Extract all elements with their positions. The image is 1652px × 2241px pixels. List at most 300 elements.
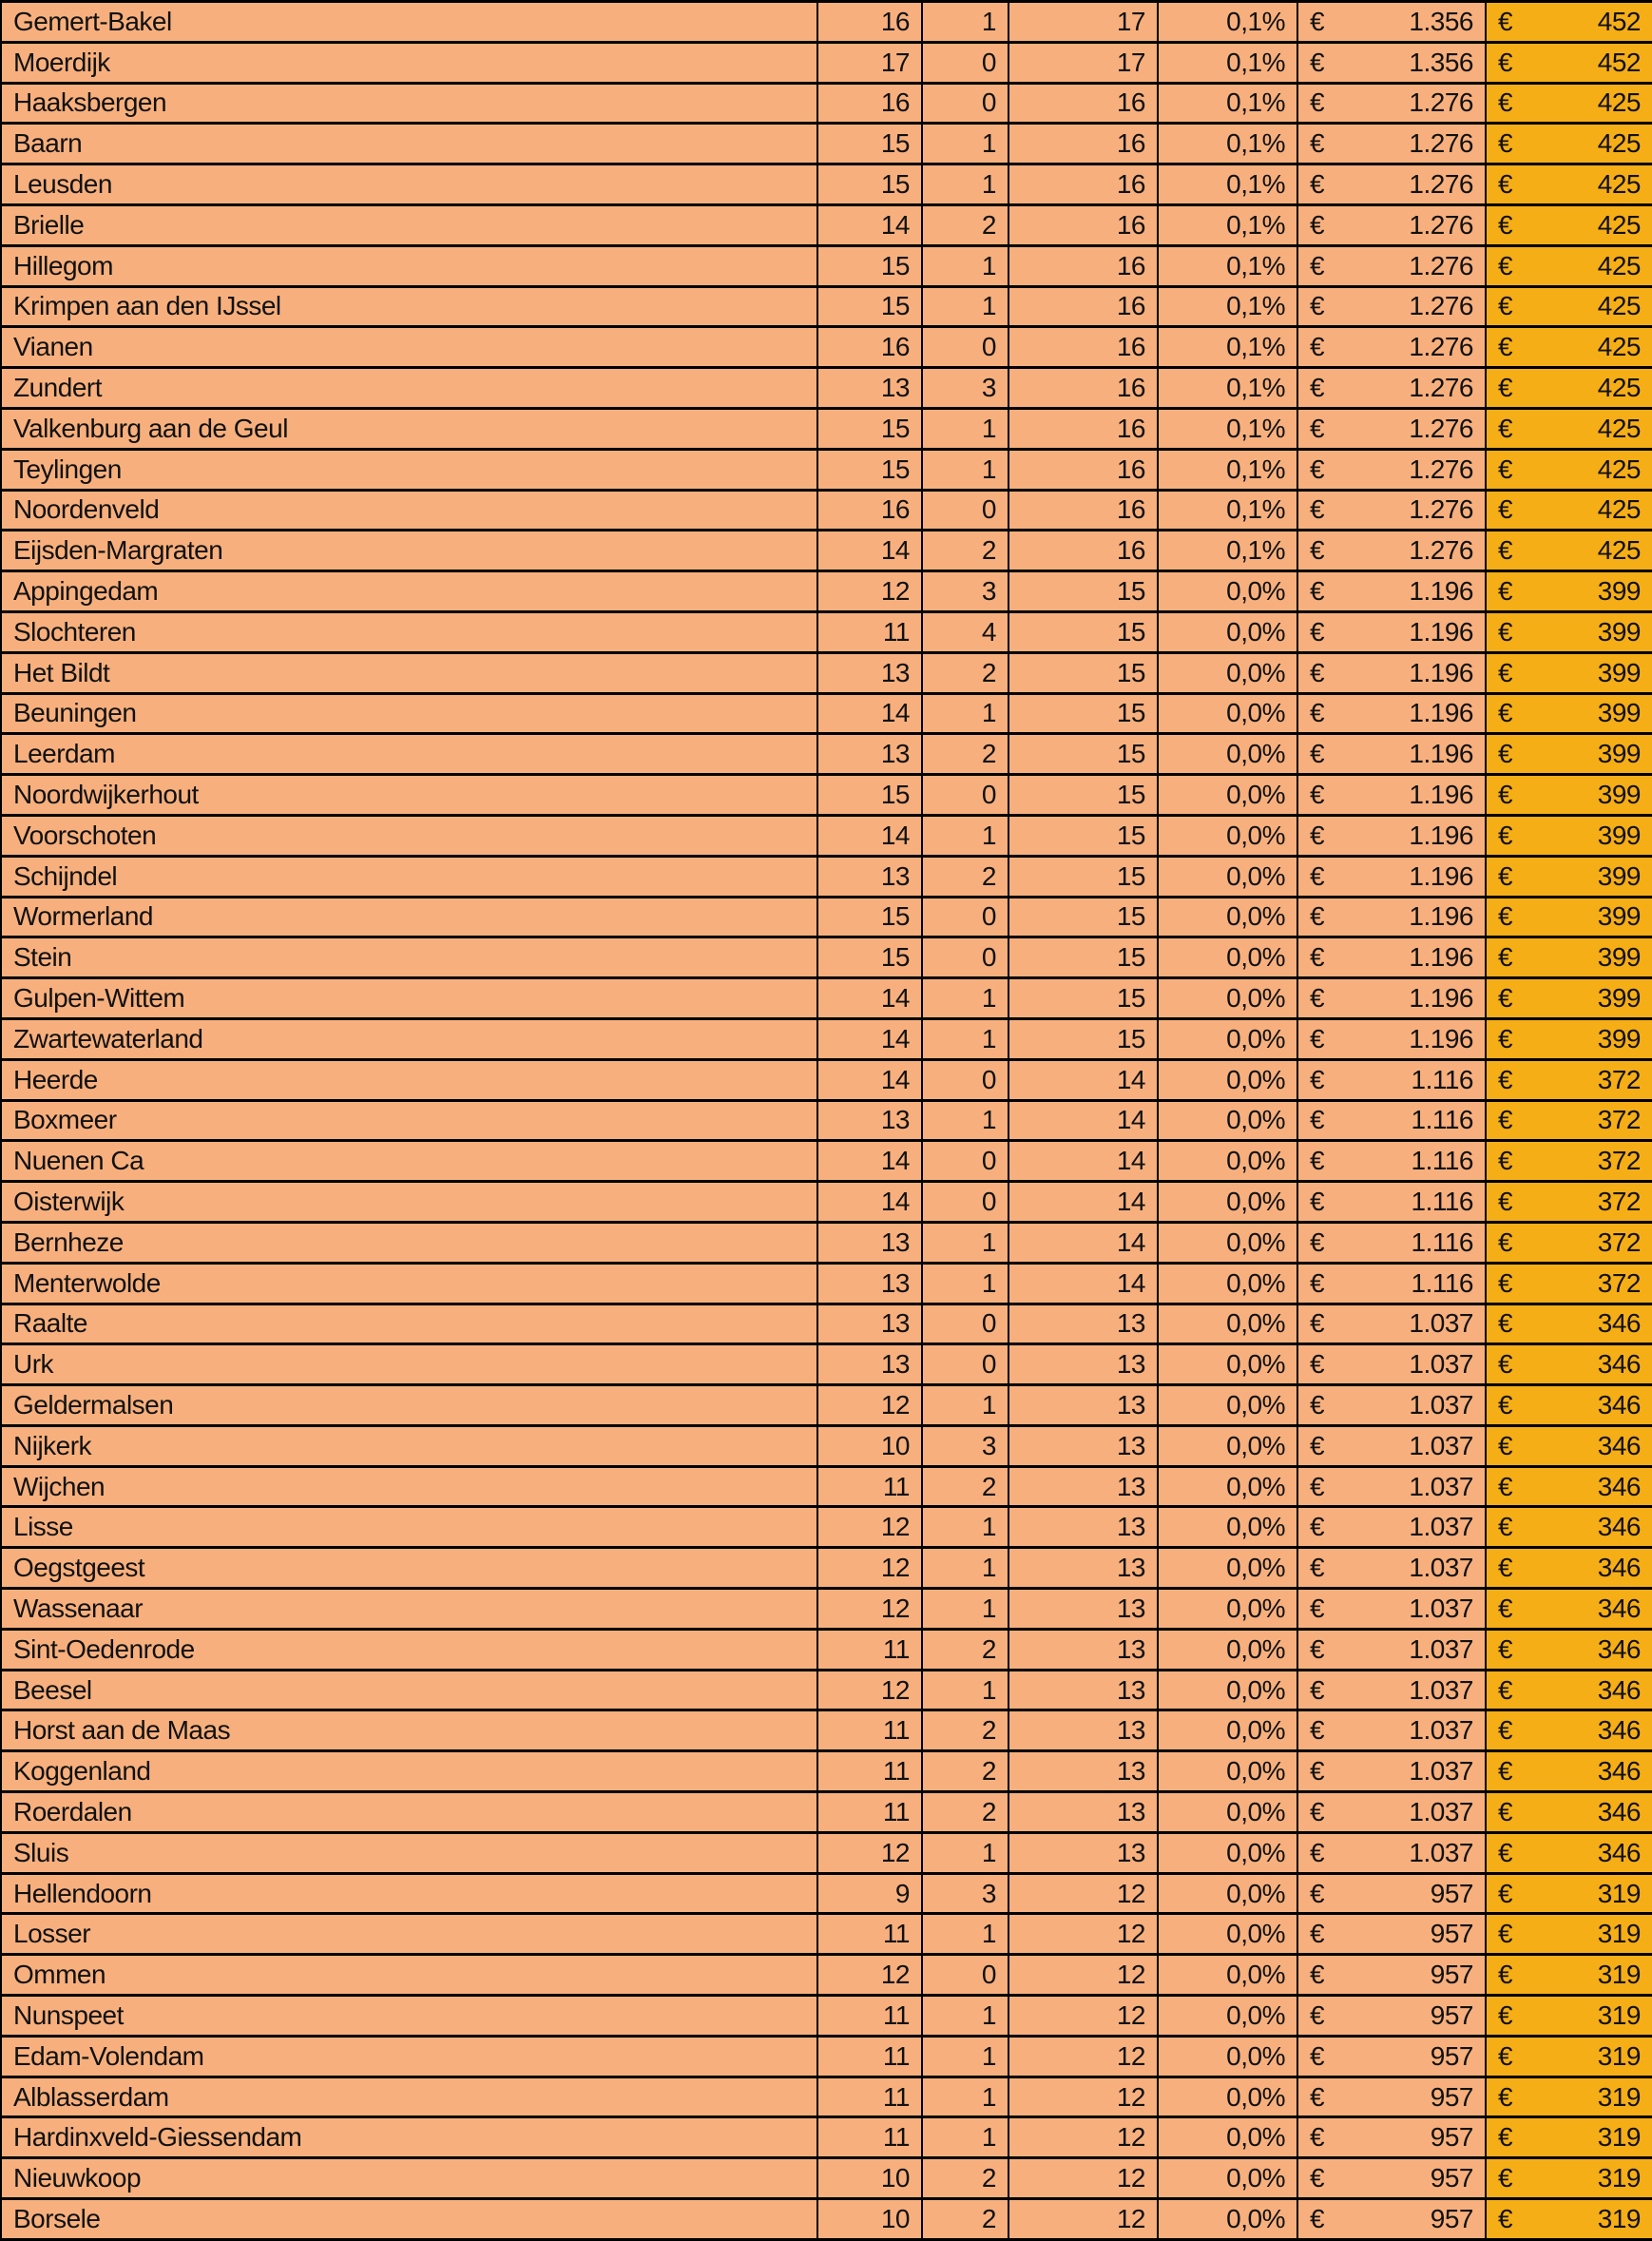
total-count-cell[interactable] [1008,652,1158,693]
percentage-cell[interactable] [1158,2077,1297,2117]
total-count-cell[interactable] [1008,1792,1158,1833]
amount-cell[interactable] [1297,1507,1486,1548]
count-b-cell[interactable] [922,42,1008,83]
count-a-cell[interactable] [817,124,922,164]
share-amount-cell[interactable] [1486,1466,1652,1507]
count-b-cell[interactable] [922,2077,1008,2117]
count-a-cell[interactable] [817,775,922,816]
count-b-cell[interactable] [922,490,1008,531]
amount-cell[interactable] [1297,2199,1486,2240]
amount-cell[interactable] [1297,571,1486,612]
share-amount-cell[interactable] [1486,124,1652,164]
amount-cell[interactable] [1297,734,1486,775]
total-count-cell[interactable] [1008,1182,1158,1223]
amount-cell[interactable] [1297,1100,1486,1141]
municipality-name-cell[interactable] [1,1751,817,1792]
percentage-cell[interactable] [1158,1589,1297,1630]
amount-cell[interactable] [1297,1629,1486,1670]
municipality-name-cell[interactable] [1,1792,817,1833]
share-amount-cell[interactable] [1486,1629,1652,1670]
share-amount-cell[interactable] [1486,286,1652,327]
percentage-cell[interactable] [1158,1670,1297,1710]
percentage-cell[interactable] [1158,1182,1297,1223]
percentage-cell[interactable] [1158,83,1297,124]
share-amount-cell[interactable] [1486,897,1652,937]
total-count-cell[interactable] [1008,2199,1158,2240]
total-count-cell[interactable] [1008,978,1158,1019]
percentage-cell[interactable] [1158,368,1297,409]
municipality-name-cell[interactable] [1,1955,817,1996]
share-amount-cell[interactable] [1486,42,1652,83]
total-count-cell[interactable] [1008,1466,1158,1507]
count-b-cell[interactable] [922,2,1008,43]
total-count-cell[interactable] [1008,1344,1158,1385]
percentage-cell[interactable] [1158,1873,1297,1914]
share-amount-cell[interactable] [1486,652,1652,693]
count-a-cell[interactable] [817,1263,922,1304]
count-a-cell[interactable] [817,1344,922,1385]
amount-cell[interactable] [1297,124,1486,164]
total-count-cell[interactable] [1008,1751,1158,1792]
amount-cell[interactable] [1297,611,1486,652]
count-a-cell[interactable] [817,1832,922,1873]
amount-cell[interactable] [1297,204,1486,245]
share-amount-cell[interactable] [1486,1710,1652,1751]
share-amount-cell[interactable] [1486,1792,1652,1833]
count-a-cell[interactable] [817,1466,922,1507]
count-a-cell[interactable] [817,856,922,897]
share-amount-cell[interactable] [1486,1304,1652,1344]
count-a-cell[interactable] [817,1873,922,1914]
count-a-cell[interactable] [817,204,922,245]
total-count-cell[interactable] [1008,1018,1158,1059]
count-b-cell[interactable] [922,124,1008,164]
municipality-name-cell[interactable] [1,937,817,978]
total-count-cell[interactable] [1008,1670,1158,1710]
municipality-name-cell[interactable] [1,408,817,449]
total-count-cell[interactable] [1008,2,1158,43]
total-count-cell[interactable] [1008,734,1158,775]
total-count-cell[interactable] [1008,245,1158,286]
count-a-cell[interactable] [817,734,922,775]
amount-cell[interactable] [1297,1059,1486,1100]
municipality-name-cell[interactable] [1,1589,817,1630]
municipality-name-cell[interactable] [1,204,817,245]
percentage-cell[interactable] [1158,1263,1297,1304]
total-count-cell[interactable] [1008,775,1158,816]
share-amount-cell[interactable] [1486,1344,1652,1385]
municipality-name-cell[interactable] [1,1222,817,1263]
percentage-cell[interactable] [1158,652,1297,693]
municipality-name-cell[interactable] [1,1670,817,1710]
share-amount-cell[interactable] [1486,1018,1652,1059]
amount-cell[interactable] [1297,1914,1486,1955]
total-count-cell[interactable] [1008,42,1158,83]
total-count-cell[interactable] [1008,856,1158,897]
count-b-cell[interactable] [922,937,1008,978]
share-amount-cell[interactable] [1486,1873,1652,1914]
total-count-cell[interactable] [1008,1629,1158,1670]
amount-cell[interactable] [1297,1751,1486,1792]
municipality-name-cell[interactable] [1,124,817,164]
percentage-cell[interactable] [1158,978,1297,1019]
count-a-cell[interactable] [817,937,922,978]
percentage-cell[interactable] [1158,734,1297,775]
count-b-cell[interactable] [922,204,1008,245]
total-count-cell[interactable] [1008,1507,1158,1548]
total-count-cell[interactable] [1008,1385,1158,1426]
percentage-cell[interactable] [1158,164,1297,205]
amount-cell[interactable] [1297,978,1486,1019]
total-count-cell[interactable] [1008,1710,1158,1751]
share-amount-cell[interactable] [1486,1955,1652,1996]
count-b-cell[interactable] [922,1182,1008,1223]
total-count-cell[interactable] [1008,611,1158,652]
count-a-cell[interactable] [817,693,922,734]
count-a-cell[interactable] [817,2,922,43]
percentage-cell[interactable] [1158,1141,1297,1182]
amount-cell[interactable] [1297,1141,1486,1182]
total-count-cell[interactable] [1008,1141,1158,1182]
count-b-cell[interactable] [922,1425,1008,1466]
amount-cell[interactable] [1297,815,1486,856]
municipality-name-cell[interactable] [1,2117,817,2158]
percentage-cell[interactable] [1158,1548,1297,1589]
amount-cell[interactable] [1297,1832,1486,1873]
share-amount-cell[interactable] [1486,164,1652,205]
share-amount-cell[interactable] [1486,1589,1652,1630]
count-a-cell[interactable] [817,83,922,124]
municipality-name-cell[interactable] [1,83,817,124]
percentage-cell[interactable] [1158,1751,1297,1792]
count-b-cell[interactable] [922,1996,1008,2037]
municipality-name-cell[interactable] [1,245,817,286]
percentage-cell[interactable] [1158,1955,1297,1996]
percentage-cell[interactable] [1158,1832,1297,1873]
municipality-name-cell[interactable] [1,1914,817,1955]
amount-cell[interactable] [1297,490,1486,531]
percentage-cell[interactable] [1158,1792,1297,1833]
count-a-cell[interactable] [817,1507,922,1548]
percentage-cell[interactable] [1158,2199,1297,2240]
municipality-name-cell[interactable] [1,856,817,897]
total-count-cell[interactable] [1008,2077,1158,2117]
municipality-name-cell[interactable] [1,42,817,83]
count-a-cell[interactable] [817,1018,922,1059]
percentage-cell[interactable] [1158,1996,1297,2037]
count-b-cell[interactable] [922,368,1008,409]
count-b-cell[interactable] [922,693,1008,734]
count-a-cell[interactable] [817,2158,922,2199]
municipality-name-cell[interactable] [1,1018,817,1059]
municipality-name-cell[interactable] [1,368,817,409]
municipality-name-cell[interactable] [1,1710,817,1751]
municipality-name-cell[interactable] [1,327,817,368]
municipality-name-cell[interactable] [1,1873,817,1914]
count-a-cell[interactable] [817,2036,922,2077]
share-amount-cell[interactable] [1486,408,1652,449]
count-b-cell[interactable] [922,897,1008,937]
amount-cell[interactable] [1297,1466,1486,1507]
amount-cell[interactable] [1297,327,1486,368]
share-amount-cell[interactable] [1486,245,1652,286]
amount-cell[interactable] [1297,1670,1486,1710]
municipality-name-cell[interactable] [1,693,817,734]
municipality-name-cell[interactable] [1,1466,817,1507]
count-b-cell[interactable] [922,1344,1008,1385]
percentage-cell[interactable] [1158,937,1297,978]
municipality-name-cell[interactable] [1,1344,817,1385]
share-amount-cell[interactable] [1486,978,1652,1019]
percentage-cell[interactable] [1158,245,1297,286]
share-amount-cell[interactable] [1486,1222,1652,1263]
total-count-cell[interactable] [1008,368,1158,409]
total-count-cell[interactable] [1008,124,1158,164]
count-b-cell[interactable] [922,1304,1008,1344]
count-b-cell[interactable] [922,1710,1008,1751]
amount-cell[interactable] [1297,693,1486,734]
share-amount-cell[interactable] [1486,611,1652,652]
total-count-cell[interactable] [1008,164,1158,205]
count-b-cell[interactable] [922,1589,1008,1630]
count-a-cell[interactable] [817,1792,922,1833]
share-amount-cell[interactable] [1486,327,1652,368]
count-a-cell[interactable] [817,978,922,1019]
municipality-name-cell[interactable] [1,286,817,327]
amount-cell[interactable] [1297,1873,1486,1914]
count-b-cell[interactable] [922,286,1008,327]
percentage-cell[interactable] [1158,327,1297,368]
amount-cell[interactable] [1297,245,1486,286]
percentage-cell[interactable] [1158,408,1297,449]
total-count-cell[interactable] [1008,2117,1158,2158]
count-a-cell[interactable] [817,1222,922,1263]
count-a-cell[interactable] [817,571,922,612]
municipality-name-cell[interactable] [1,2077,817,2117]
count-a-cell[interactable] [817,1710,922,1751]
percentage-cell[interactable] [1158,611,1297,652]
count-a-cell[interactable] [817,1141,922,1182]
count-b-cell[interactable] [922,734,1008,775]
share-amount-cell[interactable] [1486,775,1652,816]
count-a-cell[interactable] [817,531,922,571]
municipality-name-cell[interactable] [1,449,817,490]
amount-cell[interactable] [1297,2036,1486,2077]
total-count-cell[interactable] [1008,1914,1158,1955]
total-count-cell[interactable] [1008,571,1158,612]
share-amount-cell[interactable] [1486,1670,1652,1710]
total-count-cell[interactable] [1008,897,1158,937]
count-a-cell[interactable] [817,408,922,449]
municipality-name-cell[interactable] [1,978,817,1019]
share-amount-cell[interactable] [1486,1996,1652,2037]
count-a-cell[interactable] [817,815,922,856]
percentage-cell[interactable] [1158,2,1297,43]
count-a-cell[interactable] [817,1629,922,1670]
count-b-cell[interactable] [922,1507,1008,1548]
count-b-cell[interactable] [922,1873,1008,1914]
percentage-cell[interactable] [1158,2158,1297,2199]
amount-cell[interactable] [1297,1955,1486,1996]
municipality-name-cell[interactable] [1,611,817,652]
percentage-cell[interactable] [1158,42,1297,83]
count-a-cell[interactable] [817,1996,922,2037]
amount-cell[interactable] [1297,937,1486,978]
amount-cell[interactable] [1297,2117,1486,2158]
total-count-cell[interactable] [1008,286,1158,327]
municipality-name-cell[interactable] [1,1629,817,1670]
municipality-name-cell[interactable] [1,734,817,775]
amount-cell[interactable] [1297,1710,1486,1751]
count-b-cell[interactable] [922,2158,1008,2199]
count-b-cell[interactable] [922,1629,1008,1670]
count-b-cell[interactable] [922,1955,1008,1996]
municipality-name-cell[interactable] [1,490,817,531]
municipality-name-cell[interactable] [1,1304,817,1344]
municipality-name-cell[interactable] [1,2,817,43]
amount-cell[interactable] [1297,1996,1486,2037]
municipality-name-cell[interactable] [1,815,817,856]
amount-cell[interactable] [1297,2,1486,43]
share-amount-cell[interactable] [1486,937,1652,978]
percentage-cell[interactable] [1158,449,1297,490]
share-amount-cell[interactable] [1486,2036,1652,2077]
amount-cell[interactable] [1297,83,1486,124]
share-amount-cell[interactable] [1486,1751,1652,1792]
count-a-cell[interactable] [817,611,922,652]
amount-cell[interactable] [1297,652,1486,693]
count-a-cell[interactable] [817,897,922,937]
amount-cell[interactable] [1297,1548,1486,1589]
share-amount-cell[interactable] [1486,1385,1652,1426]
count-a-cell[interactable] [817,2117,922,2158]
percentage-cell[interactable] [1158,1629,1297,1670]
count-b-cell[interactable] [922,1059,1008,1100]
municipality-name-cell[interactable] [1,2158,817,2199]
count-a-cell[interactable] [817,1670,922,1710]
count-a-cell[interactable] [817,1304,922,1344]
municipality-name-cell[interactable] [1,1141,817,1182]
count-b-cell[interactable] [922,1263,1008,1304]
count-b-cell[interactable] [922,245,1008,286]
count-b-cell[interactable] [922,1100,1008,1141]
municipality-name-cell[interactable] [1,571,817,612]
share-amount-cell[interactable] [1486,490,1652,531]
total-count-cell[interactable] [1008,937,1158,978]
amount-cell[interactable] [1297,1304,1486,1344]
municipality-name-cell[interactable] [1,1507,817,1548]
percentage-cell[interactable] [1158,124,1297,164]
count-a-cell[interactable] [817,368,922,409]
percentage-cell[interactable] [1158,1466,1297,1507]
percentage-cell[interactable] [1158,204,1297,245]
amount-cell[interactable] [1297,1182,1486,1223]
count-b-cell[interactable] [922,2117,1008,2158]
count-b-cell[interactable] [922,1385,1008,1426]
municipality-name-cell[interactable] [1,1182,817,1223]
share-amount-cell[interactable] [1486,531,1652,571]
count-b-cell[interactable] [922,1792,1008,1833]
count-b-cell[interactable] [922,531,1008,571]
share-amount-cell[interactable] [1486,1059,1652,1100]
count-b-cell[interactable] [922,1751,1008,1792]
share-amount-cell[interactable] [1486,1263,1652,1304]
total-count-cell[interactable] [1008,1996,1158,2037]
municipality-name-cell[interactable] [1,1425,817,1466]
percentage-cell[interactable] [1158,2036,1297,2077]
percentage-cell[interactable] [1158,1059,1297,1100]
count-b-cell[interactable] [922,2036,1008,2077]
amount-cell[interactable] [1297,1018,1486,1059]
municipality-name-cell[interactable] [1,1100,817,1141]
amount-cell[interactable] [1297,2077,1486,2117]
percentage-cell[interactable] [1158,815,1297,856]
amount-cell[interactable] [1297,1425,1486,1466]
count-b-cell[interactable] [922,1548,1008,1589]
percentage-cell[interactable] [1158,286,1297,327]
amount-cell[interactable] [1297,1344,1486,1385]
count-a-cell[interactable] [817,164,922,205]
share-amount-cell[interactable] [1486,1141,1652,1182]
count-a-cell[interactable] [817,1955,922,1996]
count-a-cell[interactable] [817,490,922,531]
amount-cell[interactable] [1297,856,1486,897]
count-b-cell[interactable] [922,815,1008,856]
total-count-cell[interactable] [1008,1425,1158,1466]
percentage-cell[interactable] [1158,1018,1297,1059]
share-amount-cell[interactable] [1486,1100,1652,1141]
share-amount-cell[interactable] [1486,2117,1652,2158]
count-b-cell[interactable] [922,164,1008,205]
municipality-name-cell[interactable] [1,1548,817,1589]
percentage-cell[interactable] [1158,490,1297,531]
count-a-cell[interactable] [817,1100,922,1141]
percentage-cell[interactable] [1158,1304,1297,1344]
total-count-cell[interactable] [1008,1100,1158,1141]
total-count-cell[interactable] [1008,449,1158,490]
amount-cell[interactable] [1297,1385,1486,1426]
share-amount-cell[interactable] [1486,734,1652,775]
total-count-cell[interactable] [1008,2158,1158,2199]
share-amount-cell[interactable] [1486,856,1652,897]
total-count-cell[interactable] [1008,1832,1158,1873]
total-count-cell[interactable] [1008,204,1158,245]
amount-cell[interactable] [1297,449,1486,490]
municipality-name-cell[interactable] [1,1263,817,1304]
total-count-cell[interactable] [1008,531,1158,571]
amount-cell[interactable] [1297,2158,1486,2199]
share-amount-cell[interactable] [1486,1914,1652,1955]
count-b-cell[interactable] [922,83,1008,124]
count-b-cell[interactable] [922,611,1008,652]
count-a-cell[interactable] [817,1589,922,1630]
share-amount-cell[interactable] [1486,2199,1652,2240]
total-count-cell[interactable] [1008,815,1158,856]
count-b-cell[interactable] [922,408,1008,449]
share-amount-cell[interactable] [1486,2,1652,43]
municipality-name-cell[interactable] [1,2036,817,2077]
municipality-name-cell[interactable] [1,531,817,571]
count-a-cell[interactable] [817,42,922,83]
total-count-cell[interactable] [1008,1263,1158,1304]
municipality-name-cell[interactable] [1,897,817,937]
amount-cell[interactable] [1297,42,1486,83]
total-count-cell[interactable] [1008,1304,1158,1344]
count-a-cell[interactable] [817,1385,922,1426]
amount-cell[interactable] [1297,1263,1486,1304]
count-b-cell[interactable] [922,1141,1008,1182]
share-amount-cell[interactable] [1486,83,1652,124]
